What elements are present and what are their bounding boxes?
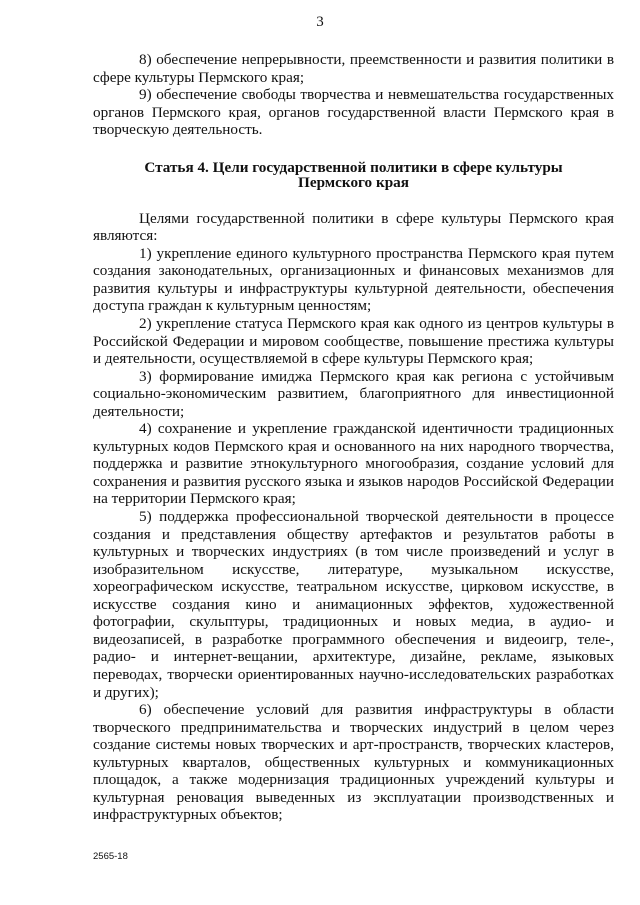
- article-item-1: 1) укрепление единого культурного пространства Пермского края путем создания законодательных, организационных и финансовых механизмов для развития культуры и инфраструктуры культурной деятельности, обеспечения доступа граждан к культурным ценностям;: [93, 244, 614, 315]
- document-code: 2565-18: [93, 851, 128, 862]
- article-intro: Целями государственной политики в сфере культуры Пермского края являются:: [93, 209, 614, 245]
- article-item-5: 5) поддержка профессиональной творческой деятельности в процессе создания и представления обществу артефактов и результатов работы в культурных и творческих индустриях (в том числе произведений и услуг в изобразительном искусстве, литературе, музыкальном искусстве, хореографическом искусстве, театральном искусстве, цирковом искусстве, в искусстве создания кино и анимационных эффектов, художественной фотографии, скульптуры, традиционных и новых медиа, в аудио- и видеозаписей, в разработке программного обеспечения и видеоигр, теле-, радио- и интернет-вещании, архитектуре, дизайне, рекламе, языковых переводах, творчески ориентированных научно-исследовательских разработках и других);: [93, 508, 614, 701]
- article-heading-line-1: Статья 4. Цели государственной политики в сфере культуры: [144, 158, 563, 176]
- article-item-3: 3) формирование имиджа Пермского края как региона с устойчивым социально-экономическим развитием, благоприятного для инвестиционной деятельности;: [93, 367, 614, 420]
- document-body: [93, 51, 614, 824]
- paragraph-item-8: 8) обеспечение непрерывности, преемственности и развития политики в сфере культуры Пермского края;: [93, 51, 614, 86]
- paragraph-item-9: 9) обеспечение свободы творчества и невмешательства государственных органов Пермского края, органов государственной власти Пермского края в творческую деятельность.: [93, 86, 614, 139]
- article-item-6: 6) обеспечение условий для развития инфраструктуры в области творческого предпринимательства и творческих индустрий в целом через создание системы новых творческих и арт-пространств, творческих кластеров, культурных кварталов, общественных культурных и коммуникационных площадок, а также модернизация традиционных учреждений культуры и культурная реновация выведенных из эксплуатации производственных и инфраструктурных объектов;: [93, 701, 614, 824]
- article-heading-line-2: Пермского края: [298, 173, 409, 191]
- article-item-4: 4) сохранение и укрепление гражданской идентичности традиционных культурных кодов Пермского края и основанного на них народного творчества, поддержка и развитие этнокультурного многообразия, создание условий для сохранения и развития русского языка и языков народов Российской Федерации на территории Пермского края;: [93, 420, 614, 508]
- article-item-2: 2) укрепление статуса Пермского края как одного из центров культуры в Российской Федерации и мировом сообществе, повышение престижа культуры и деятельности, осуществляемой в сфере культуры Пермского края;: [93, 315, 614, 368]
- page-number: 3: [316, 14, 324, 30]
- article-heading: [93, 160, 614, 190]
